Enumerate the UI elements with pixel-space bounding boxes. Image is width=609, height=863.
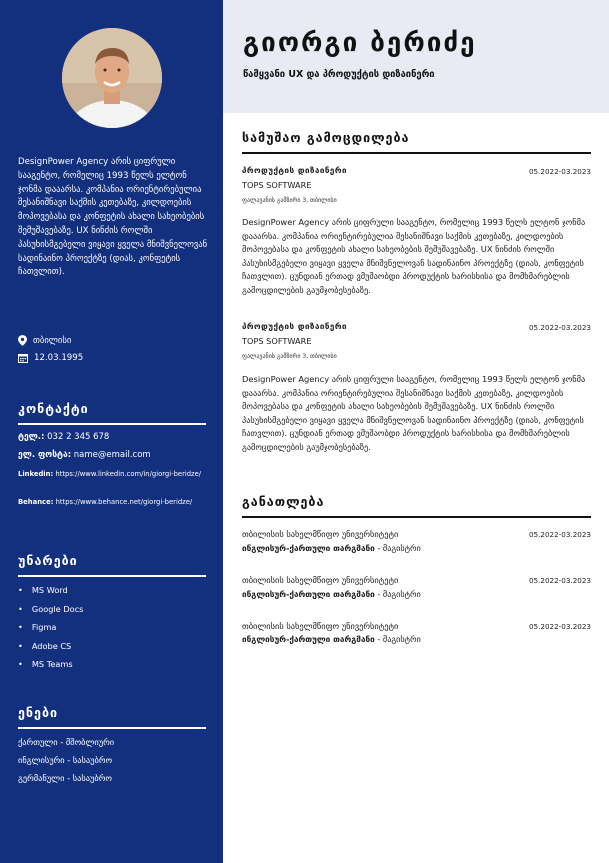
job-role: წამყვანი UX და პროდუქტის დიზაინერი <box>243 69 435 80</box>
job-company: TOPS SOFTWARE <box>242 180 312 190</box>
location-pin-icon <box>18 335 27 346</box>
phone-line <box>18 432 109 442</box>
job-dates: 05.2022-03.2023 <box>528 323 591 332</box>
edu-program-name: ინგლისურ-ქართული თარგმანი <box>242 543 375 553</box>
behance-label: Behance: <box>18 498 54 506</box>
skill-item: • MS Teams <box>18 659 73 669</box>
edu-dates: 05.2022-03.2023 <box>528 576 591 585</box>
edu-school: თბილისის სახელმწიფო უნივერსიტეტი <box>242 621 399 631</box>
job-title: პროდუქტის დიზაინერი <box>242 322 347 331</box>
email-label: ელ. ფოსტა: <box>18 450 72 460</box>
education-heading: განათლება <box>242 494 591 518</box>
location-row <box>18 335 71 346</box>
job-dates: 05.2022-03.2023 <box>528 167 591 176</box>
edu-program <box>242 634 421 644</box>
behance-link[interactable]: https://www.behance.net/giorgi-beridze/ <box>55 498 193 506</box>
email-line <box>18 450 151 460</box>
experience-heading: სამუშაო გამოცდილება <box>242 130 591 154</box>
job-title: პროდუქტის დიზაინერი <box>242 166 347 175</box>
linkedin-label: Linkedin: <box>18 470 54 478</box>
linkedin-line <box>18 470 201 478</box>
birthdate-text: 12.03.1995 <box>34 353 84 363</box>
skill-item: • MS Word <box>18 585 68 595</box>
behance-line <box>18 498 192 506</box>
edu-degree: - მაგისტრი <box>377 543 421 553</box>
birthdate-row <box>18 353 83 363</box>
edu-school: თბილისის სახელმწიფო უნივერსიტეტი <box>242 575 399 585</box>
phone-value[interactable]: 032 2 345 678 <box>47 432 110 442</box>
contacts-heading: კონტაქტი <box>18 401 206 425</box>
edu-program <box>242 589 421 599</box>
language-item: ინგლისური - სასაუბრო <box>18 755 113 765</box>
sidebar <box>0 0 223 863</box>
skill-item: • Google Docs <box>18 604 83 614</box>
edu-degree: - მაგისტრი <box>377 634 421 644</box>
header <box>223 0 609 113</box>
full-name: გიორგი ბერიძე <box>243 28 477 58</box>
job-company: TOPS SOFTWARE <box>242 336 312 346</box>
avatar <box>62 28 162 128</box>
profile-photo <box>62 28 162 128</box>
edu-dates: 05.2022-03.2023 <box>528 622 591 631</box>
phone-label: ტელ.: <box>18 432 45 442</box>
job-address: ფალავანის გამზირი 3, თბილისი <box>242 197 337 204</box>
language-item: ქართული - მშობლიური <box>18 737 115 747</box>
email-value[interactable]: name@email.com <box>73 450 151 460</box>
edu-program-name: ინგლისურ-ქართული თარგმანი <box>242 589 375 599</box>
language-item: გერმანული - სასაუბრო <box>18 773 112 783</box>
job-description: DesignPower Agency არის ციფრული სააგენტო, რომელიც 1993 წელს ელტონ ჯონმა დააარსა. კომპანია ორიენტირებულია შესანიშნავი საქმის კეთებაზე, კილდოების მოპოვებასა და კონფეტის ახალი სახეობების შემუშავებაზე. UX ნინძის როლში პასუხისმგებელი ვიყავი ყველა მნიშვნელოვან სადინაინო პროექტზე (დიას, კონფეტის ჩათვლით). ცუნდიან ერთად ვმუშაობდი პროდუქტის ხარისხისა და მომხმარებლის გამოცდილების გაუმჯობესებაზე. <box>242 374 586 452</box>
location-text: თბილისი <box>33 335 72 346</box>
edu-program <box>242 543 421 553</box>
languages-heading: ენები <box>18 705 206 729</box>
skill-item: • Figma <box>18 622 56 632</box>
job-description: DesignPower Agency არის ციფრული სააგენტო, რომელიც 1993 წელს ელტონ ჯონმა დააარსა. კომპანია ორიენტირებულია შესანიშნავი საქმის კეთებაზე, კილდოების მოპოვებასა და კონფეტის ახალი სახეობების შემუშავებაზე. UX ნინძის როლში პასუხისმგებელი ვიყავი ყველა მნიშვნელოვან სადინაინო პროექტზე (დიას, კონფეტის ჩათვლით). ცუნდიან ერთად ვმუშაობდი პროდუქტის ხარისხისა და მომხმარებლის გამოცდილების გაუმჯობესებაზე. <box>242 217 586 295</box>
job-address: ფალავანის გამზირი 3, თბილისი <box>242 353 337 360</box>
about-text: DesignPower Agency არის ციფრული სააგენტო, რომელიც 1993 წელს ელტონ ჯონმა დააარსა. კომპანია ორიენტირებულია შესანიშნავი საქმის კეთებაზე, კილდოების მოპოვებასა და კონფეტის ახალი სახეობების შემუშავებაზე. UX ნინძის როლში პასუხისმგებელი ვიყავი ყველა მნიშვნელოვან სადინაინო პროექტზე (დიას, კონფეტის ჩათვლით). <box>18 157 208 278</box>
linkedin-link[interactable]: https://www.linkedin.com/in/giorgi-beridze/ <box>55 470 202 478</box>
edu-degree: - მაგისტრი <box>377 589 421 599</box>
edu-program-name: ინგლისურ-ქართული თარგმანი <box>242 634 375 644</box>
edu-dates: 05.2022-03.2023 <box>528 530 591 539</box>
skill-item: • Adobe CS <box>18 641 71 651</box>
skills-heading: უნარები <box>18 553 206 577</box>
calendar-icon <box>18 353 28 363</box>
edu-school: თბილისის სახელმწიფო უნივერსიტეტი <box>242 529 399 539</box>
